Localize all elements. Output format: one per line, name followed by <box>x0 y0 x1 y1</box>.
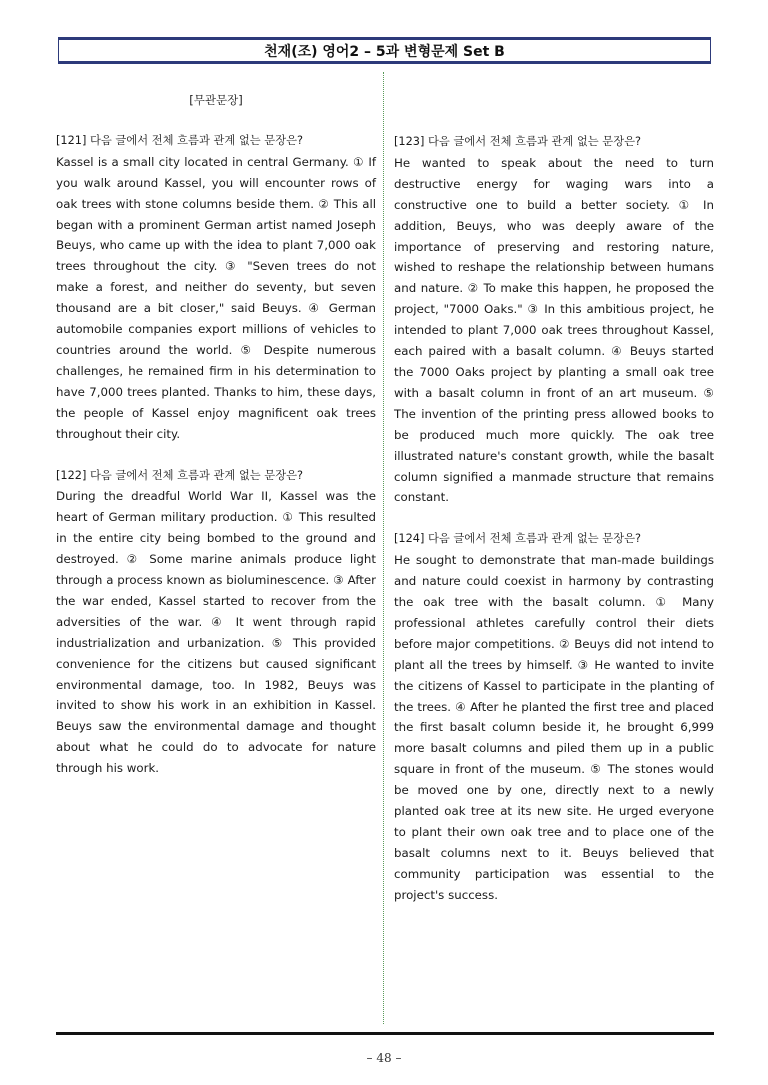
question-passage: During the dreadful World War II, Kassel was the heart of German military production. ① This resulted in the entire city being bombed to the ground and destroyed. ② Some marine animals produce light through a process known as bioluminescence. ③ After the war ended, Kassel started to recover from the adversities of the war. ④ It went through rapid industrialization and urbanization. ⑤ This provided convenience for the citizens but caused significant environmental damage, too. In 1982, Beuys was invited to show his work in an exhibition in Kassel. Beuys saw the environmental damage and thought about what he could do to advocate for nature through his work. <box>56 489 376 776</box>
section-label: [무관문장] <box>189 93 243 107</box>
question-124 <box>394 529 714 905</box>
question-passage: He sought to demonstrate that man-made buildings and nature could coexist in harmony by contrasting the oak tree with the basalt column. ① Many professional athletes carefully control their diets before major competitions. ② Beuys did not intend to plant all the trees by himself. ③ He wanted to invite the citizens of Kassel to participate in the planting of the trees. ④ After he planted the first tree and placed the first basalt column beside it, he brought 6,999 more basalt columns and piled them up in a public square in front of the museum. ⑤ The stones would be moved one by one, directly next to a newly planted oak tree at its new site. He urged everyone to plant their own oak tree and to place one of the basalt columns next to it. Beuys believed that community participation was essential to the project's success. <box>394 553 714 902</box>
question-123 <box>394 132 714 508</box>
left-column <box>56 90 376 800</box>
question-121 <box>56 131 376 445</box>
question-122 <box>56 466 376 780</box>
question-heading: [121] 다음 글에서 전체 흐름과 관계 없는 문장은? <box>56 133 304 147</box>
question-passage: He wanted to speak about the need to turn destructive energy for waging wars into a constructive one to build a better society. ① In addition, Beuys, who was deeply aware of the importance of preserving and restoring nature, wished to reshape the relationship between humans and nature. ② To make this happen, he proposed the project, "7000 Oaks." ③ In this ambitious project, he intended to plant 7,000 oak trees throughout Kassel, each paired with a basalt column. ④ Beuys started the 7000 Oaks project by planting a small oak tree with a basalt column in front of an art museum. ⑤ The invention of the printing press allowed books to be produced much more quickly. The oak tree illustrated nature's constant growth, while the basalt column signified a manmade structure that remains constant. <box>394 155 714 505</box>
right-column <box>394 132 714 927</box>
page-number: – 48 – <box>366 1051 402 1065</box>
question-heading: [123] 다음 글에서 전체 흐름과 관계 없는 문장은? <box>394 135 642 148</box>
column-divider <box>383 72 384 1024</box>
page-title: 천재(조) 영어2 – 5과 변형문제 Set B <box>58 37 711 64</box>
question-heading: [124] 다음 글에서 전체 흐름과 관계 없는 문장은? <box>394 532 642 546</box>
footer-rule <box>56 1032 714 1035</box>
question-heading: [122] 다음 글에서 전체 흐름과 관계 없는 문장은? <box>56 468 304 482</box>
question-passage: Kassel is a small city located in central Germany. ① If you walk around Kassel, you will encounter rows of oak trees with stone columns beside them. ② This all began with a prominent German artist named Joseph Beuys, who came up with the idea to plant 7,000 oak trees throughout the city. ③ "Seven trees do not make a forest, and neither do seventy, but seven thousand are a bit closer," said Beuys. ④ German automobile companies export millions of vehicles to countries around the world. ⑤ Despite numerous challenges, he remained firm in his determination to have 7,000 trees planted. Thanks to him, these days, the people of Kassel enjoy magnificent oak trees throughout their city. <box>56 154 376 441</box>
